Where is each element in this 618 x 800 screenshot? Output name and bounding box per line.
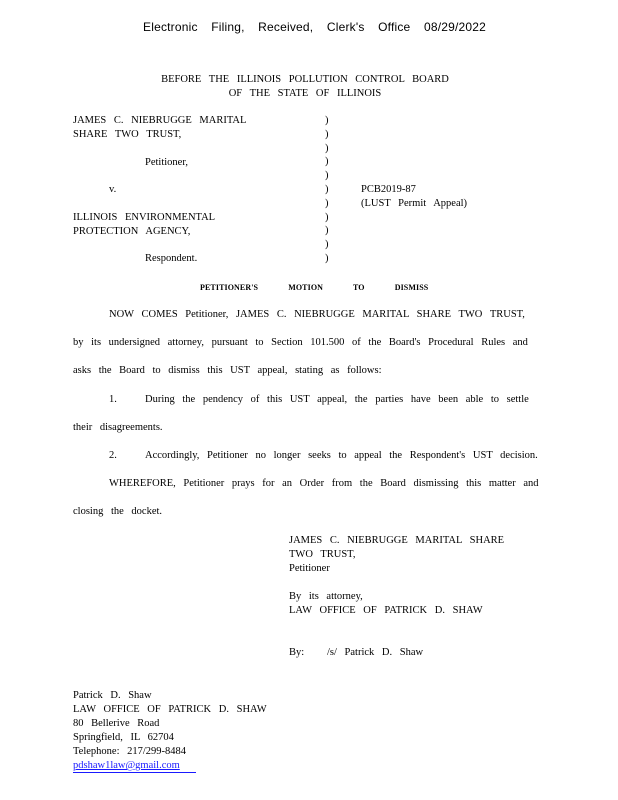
respondent-name-line1: ILLINOIS ENVIRONMENTAL <box>73 212 216 223</box>
intro-line3: asks the Board to dismiss this UST appeal, stating as follows: <box>73 365 382 376</box>
intro-line2: by its undersigned attorney, pursuant to Section 101.500 of the Board's Procedural Rules and <box>73 337 528 348</box>
item1-line1: During the pendency of this UST appeal, the parties have been able to settle <box>145 394 529 405</box>
versus: v. <box>109 184 117 195</box>
email-underline <box>73 772 196 773</box>
wherefore-line1: WHEREFORE, Petitioner prays for an Order from the Board dismissing this matter and <box>109 478 539 489</box>
wherefore-line2: closing the docket. <box>73 506 163 517</box>
signature-by-label: By: <box>289 647 305 658</box>
signature-by-attorney: By its attorney, <box>289 591 363 602</box>
signature-party-role: Petitioner <box>289 563 330 574</box>
respondent-name-line2: PROTECTION AGENCY, <box>73 226 191 237</box>
item1-number: 1. <box>109 394 117 405</box>
respondent-role: Respondent. <box>145 253 198 264</box>
signature-party-line1: JAMES C. NIEBRUGGE MARITAL SHARE <box>289 535 505 546</box>
court-name: BEFORE THE ILLINOIS POLLUTION CONTROL BOARD <box>161 74 449 85</box>
signature-firm: LAW OFFICE OF PATRICK D. SHAW <box>289 605 483 616</box>
motion-title: PETITIONER'S MOTION TO DISMISS <box>200 283 429 292</box>
contact-street: 80 Bellerive Road <box>73 718 160 729</box>
contact-phone: Telephone: 217/299-8484 <box>73 746 187 757</box>
intro-line1: NOW COMES Petitioner, JAMES C. NIEBRUGGE MARITAL SHARE TWO TRUST, <box>109 309 525 320</box>
case-type: (LUST Permit Appeal) <box>361 198 468 209</box>
case-number: PCB2019-87 <box>361 184 416 195</box>
petitioner-role: Petitioner, <box>145 157 189 168</box>
electronic-signature: /s/ Patrick D. Shaw <box>327 647 424 658</box>
petitioner-name-line1: JAMES C. NIEBRUGGE MARITAL <box>73 115 247 126</box>
petitioner-name-line2: SHARE TWO TRUST, <box>73 129 182 140</box>
caption-parentheses: ) ) ) ) ) ) ) ) ) ) ) <box>325 115 329 264</box>
signature-party-line2: TWO TRUST, <box>289 549 356 560</box>
contact-firm: LAW OFFICE OF PATRICK D. SHAW <box>73 704 267 715</box>
item1-line2: their disagreements. <box>73 422 163 433</box>
item2-line1: Accordingly, Petitioner no longer seeks to appeal the Respondent's UST decision. <box>145 450 538 461</box>
court-jurisdiction: OF THE STATE OF ILLINOIS <box>228 88 382 99</box>
contact-city: Springfield, IL 62704 <box>73 732 174 743</box>
item2-number: 2. <box>109 450 117 461</box>
contact-name: Patrick D. Shaw <box>73 690 152 701</box>
filing-stamp: Electronic Filing, Received, Clerk's Office 08/29/2022 <box>143 20 487 34</box>
contact-email-link[interactable]: pdshaw1law@gmail.com <box>73 760 180 771</box>
